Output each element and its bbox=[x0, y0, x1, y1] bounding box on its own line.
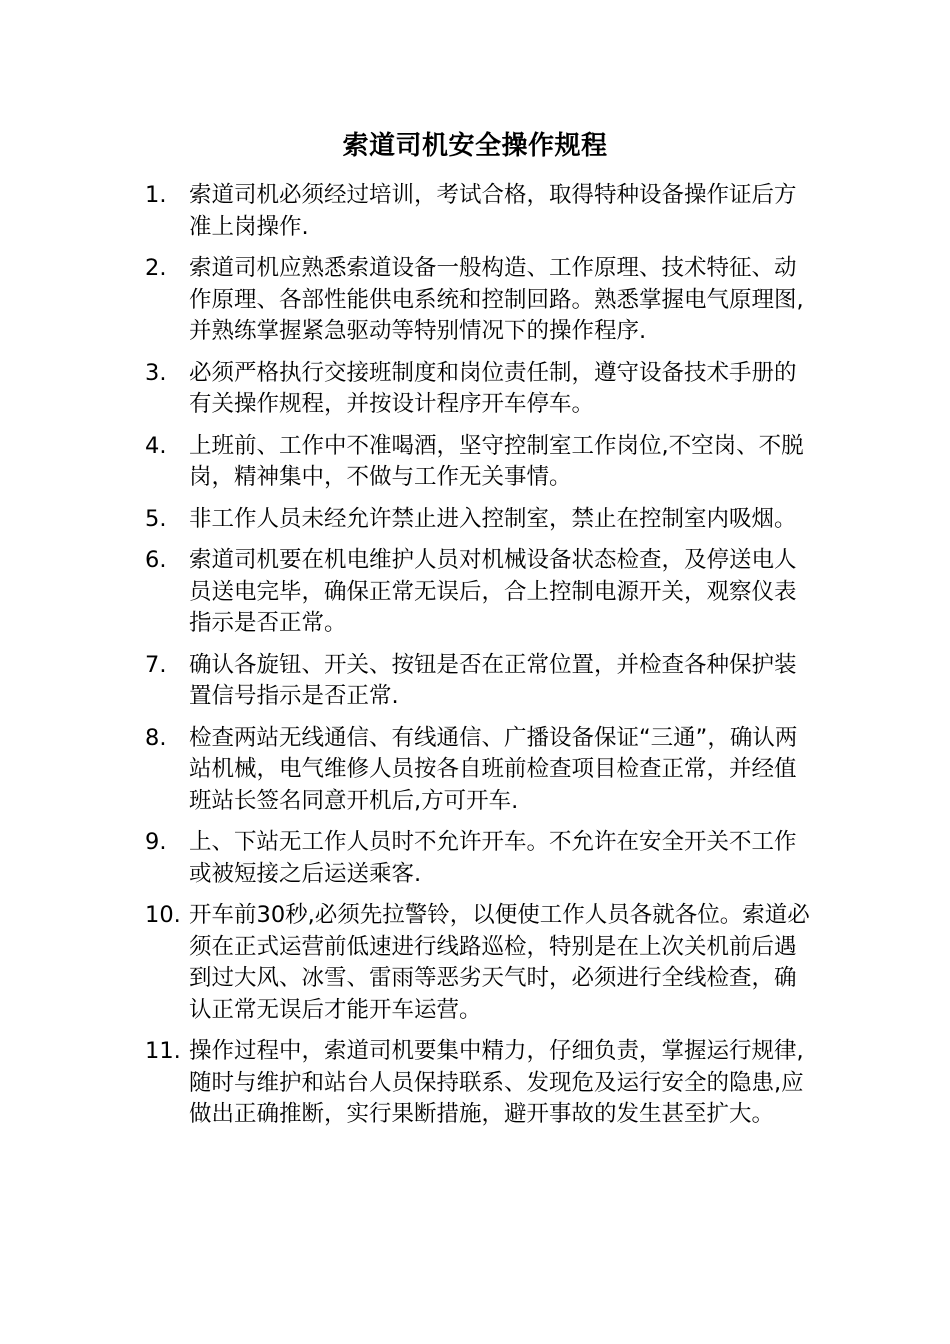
rule-text: 索道司机应熟悉索道设备一般构造、工作原理、技术特征、动作原理、各部性能供电系统和控制回路。熟悉掌握电气原理图,并熟练掌握紧急驱动等特别情况下的操作程序. bbox=[189, 255, 804, 344]
rule-text: 上、下站无工作人员时不允许开车。不允许在安全开关不工作或被短接之后运送乘客. bbox=[189, 829, 797, 887]
rule-text: 检查两站无线通信、有线通信、广播设备保证“三通”，确认两站机械，电气维修人员按各自班前检查项目检查正常，并经值班站长签名同意开机后,方可开车. bbox=[189, 724, 798, 814]
rule-item bbox=[145, 180, 815, 243]
rule-item bbox=[145, 253, 815, 348]
rule-number: 6. bbox=[145, 547, 167, 573]
rule-number: 3. bbox=[145, 359, 167, 386]
rule-number: 7. bbox=[145, 651, 167, 678]
rule-number: 8. bbox=[145, 724, 167, 751]
rule-number: 4. bbox=[145, 432, 167, 459]
rule-item bbox=[145, 723, 815, 818]
rule-item bbox=[145, 1036, 815, 1131]
rule-number: 2. bbox=[145, 255, 167, 281]
rule-text: 操作过程中，索道司机要集中精力，仔细负责，掌握运行规律,随时与维护和站台人员保持联系、发现危及运行安全的隐患,应做出正确推断，实行果断措施，避开事故的发生甚至扩大。 bbox=[189, 1038, 804, 1127]
rule-text: 必须严格执行交接班制度和岗位责任制，遵守设备技术手册的有关操作规程，并按设计程序开车停车。 bbox=[189, 359, 797, 417]
rule-item bbox=[145, 545, 815, 640]
rule-item bbox=[145, 358, 815, 421]
rule-text: 索道司机必须经过培训，考试合格，取得特种设备操作证后方准上岗操作. bbox=[189, 182, 797, 240]
rule-text: 索道司机要在机电维护人员对机械设备状态检查，及停送电人员送电完毕，确保正常无误后，合上控制电源开关，观察仪表指示是否正常。 bbox=[189, 547, 797, 636]
rule-text: 上班前、工作中不准喝酒，坚守控制室工作岗位,不空岗、不脱岗，精神集中，不做与工作无关事情。 bbox=[189, 432, 804, 490]
rule-number: 9. bbox=[145, 829, 167, 855]
rule-item bbox=[145, 431, 815, 494]
document-title: 索道司机安全操作规程 bbox=[342, 131, 608, 161]
rule-item bbox=[145, 504, 815, 536]
rule-item bbox=[145, 650, 815, 713]
rule-number: 10. bbox=[145, 902, 181, 928]
rule-number: 11. bbox=[145, 1038, 181, 1064]
rule-item bbox=[145, 900, 815, 1026]
rule-text: 开车前30秒,必须先拉警铃，以便使工作人员各就各位。索道必须在正式运营前低速进行线路巡检，特别是在上次关机前后遇到过大风、冰雪、雷雨等恶劣天气时，必须进行全线检查，确认正常无误后才能开车运营。 bbox=[189, 902, 810, 1023]
rule-text: 确认各旋钮、开关、按钮是否在正常位置，并检查各种保护装置信号指示是否正常. bbox=[189, 651, 797, 709]
rule-text: 非工作人员未经允许禁止进入控制室，禁止在控制室内吸烟。 bbox=[189, 505, 797, 532]
rule-item bbox=[145, 827, 815, 890]
rules-list bbox=[145, 180, 815, 1141]
rule-number: 1. bbox=[145, 182, 167, 208]
rule-number: 5. bbox=[145, 505, 167, 532]
